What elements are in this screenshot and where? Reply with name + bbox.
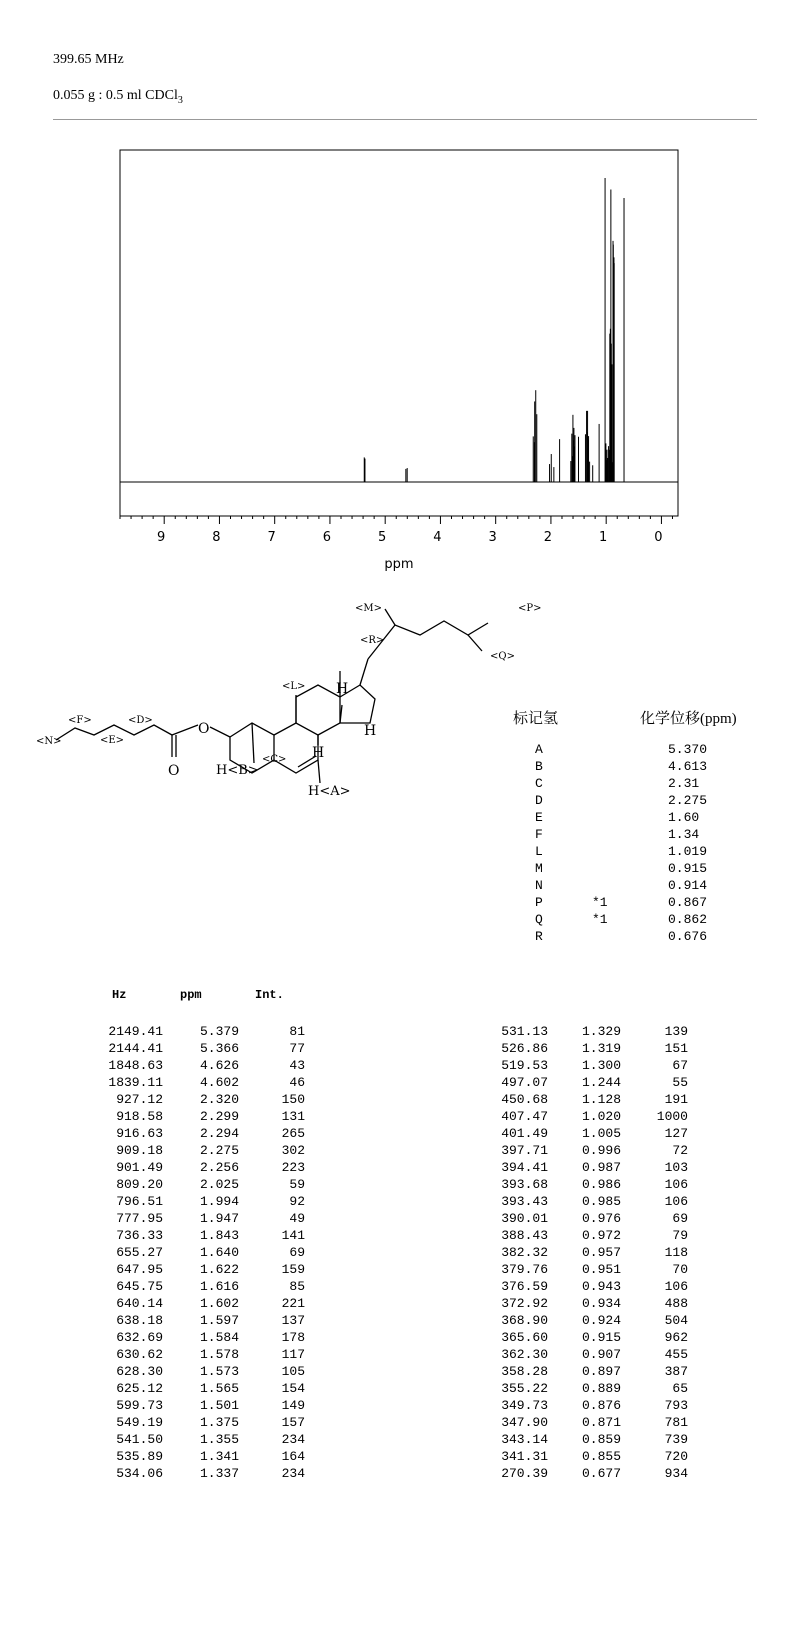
nmr-spectrum-chart [100, 140, 700, 580]
shift-table-values: 5.370 4.613 2.31 2.275 1.60 1.34 1.019 0.915 0.914 0.867 0.862 0.676 [668, 742, 708, 944]
ester-oxygen: O [198, 721, 210, 737]
x-tick-label-6: 6 [322, 530, 332, 545]
peak-table-hz-header: Hz [112, 988, 127, 1002]
label-m: <M> [355, 603, 382, 614]
label-b: H<B> [216, 763, 259, 778]
x-tick-label-2: 2 [543, 530, 553, 545]
header-divider [53, 119, 757, 120]
h3-bond [252, 723, 254, 763]
carbonyl-oxygen: O [168, 763, 180, 779]
ring-c [296, 685, 340, 735]
label-l: <L> [282, 681, 306, 692]
shift-table-label-header: 标记氢 [513, 711, 559, 727]
c6-h-bond [318, 760, 320, 783]
peak-ppm-column-1: 5.379 5.366 4.626 4.602 2.320 2.299 2.294 2.275 2.256 2.025 1.994 1.947 1.843 1.640 1.622 1.616 1.602 1.597 1.584 1.578 1.573 1.565 1.501 1.375 1.355 1.341 1.337 [199, 1024, 239, 1481]
peak-hz-column-2: 531.13 526.86 519.53 497.07 450.68 407.47 401.49 397.71 394.41 393.68 393.43 390.01 388.43 382.32 379.76 376.59 372.92 368.90 365.60 362.30 358.28 355.22 349.73 347.90 343.14 341.31 270.39 [501, 1024, 548, 1481]
label-f: <F> [68, 715, 92, 726]
sample-info-subscript: 3 [177, 94, 183, 106]
peak-table-ppm-header: ppm [180, 988, 202, 1002]
peak-int-column-2: 139 151 67 55 191 1000 127 72 103 106 106 69 79 118 70 106 488 504 962 455 387 65 793 781 739 720 934 [656, 1024, 688, 1481]
x-tick-label-5: 5 [378, 530, 387, 545]
peak-hz-column-1: 2149.41 2144.41 1848.63 1839.11 927.12 918.58 916.63 909.18 901.49 809.20 796.51 777.95 736.33 655.27 647.95 645.75 640.14 638.18 632.69 630.62 628.30 625.12 599.73 549.19 541.50 535.89 534.06 [108, 1024, 163, 1481]
structure-labels [36, 603, 542, 799]
peak-int-column-1: 81 77 43 46 150 131 265 302 223 59 92 49 141 69 159 85 221 137 178 117 105 154 149 157 234 164 234 [281, 1024, 305, 1481]
label-d: <D> [128, 715, 153, 726]
peak-ppm-column-2: 1.329 1.319 1.300 1.244 1.128 1.020 1.005 0.996 0.987 0.986 0.985 0.976 0.972 0.957 0.951 0.943 0.934 0.924 0.915 0.907 0.897 0.889 0.876 0.871 0.859 0.855 0.677 [581, 1024, 621, 1481]
label-e: <E> [100, 735, 125, 746]
label-p: <P> [518, 603, 542, 614]
isopropyl-bond [468, 635, 482, 651]
ester-bond [172, 725, 198, 735]
peak-table-int-header: Int. [255, 988, 284, 1002]
plot-frame [120, 150, 678, 516]
spectrometer-frequency: 399.65 MHz [53, 52, 124, 67]
x-tick-label-0: 0 [654, 530, 663, 545]
side-chain [368, 621, 488, 659]
h-label-9: H [312, 745, 325, 761]
label-q: <Q> [490, 651, 515, 662]
side-chain-bond [360, 659, 368, 685]
x-tick-label-8: 8 [212, 530, 221, 545]
h-label-8: H [336, 681, 349, 697]
h-label-14: H [364, 723, 377, 739]
x-tick-label-9: 9 [157, 530, 166, 545]
label-r: <R> [360, 635, 385, 646]
label-c: <C> [262, 754, 287, 765]
x-axis [120, 516, 672, 545]
x-tick-label-7: 7 [267, 530, 276, 545]
shift-table-labels: A B C D E F L M N P Q R [535, 742, 543, 944]
c21-bond [385, 609, 395, 625]
x-tick-label-4: 4 [433, 530, 442, 545]
oxygen-bond [210, 727, 230, 737]
label-a: H<A> [308, 784, 351, 799]
shift-table-notes: *1 *1 [592, 895, 608, 927]
spectrum-peaks [120, 178, 678, 482]
sample-info [53, 88, 183, 106]
shift-table-shift-header: 化学位移(ppm) [640, 711, 737, 727]
x-tick-label-1: 1 [599, 530, 608, 545]
x-axis-label: ppm [384, 557, 414, 572]
sample-info-text: 0.055 g : 0.5 ml CDCl [53, 88, 178, 103]
label-n: <N> [36, 736, 62, 747]
x-tick-label-3: 3 [488, 530, 497, 545]
